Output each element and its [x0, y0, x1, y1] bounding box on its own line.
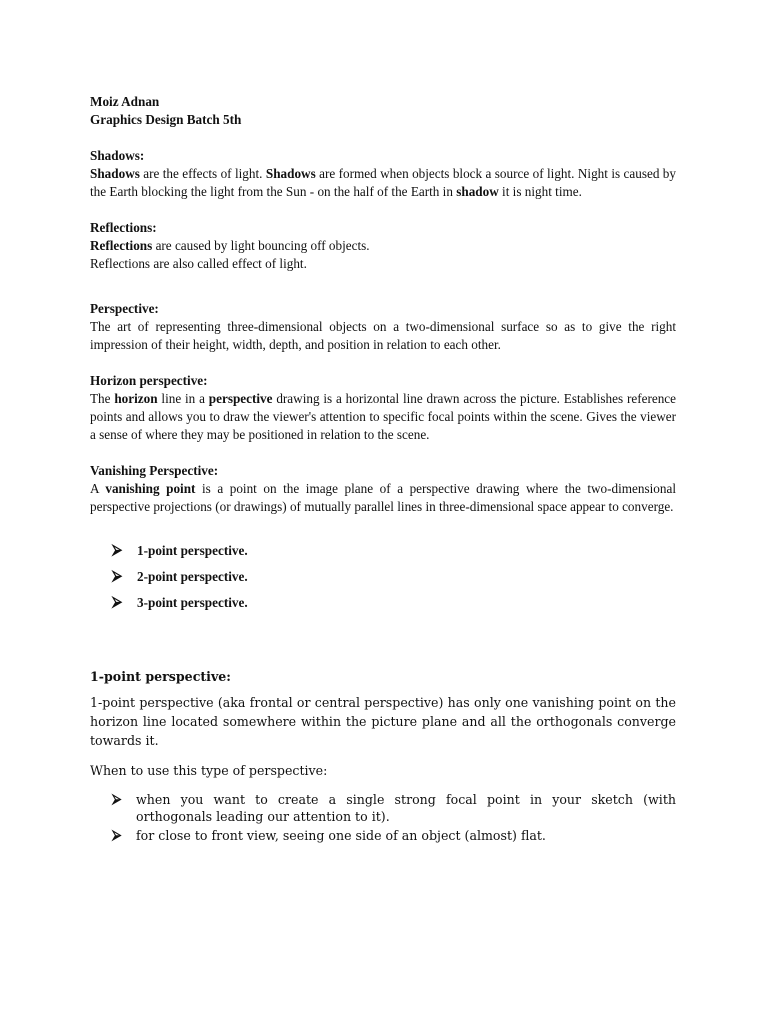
shadows-heading: Shadows:	[90, 148, 145, 163]
list-item: ⮚ for close to front view, seeing one side of an object (almost) flat.	[112, 828, 546, 843]
list-item: ⮚ when you want to create a single strong focal point in your sketch (with orthogonals leading our attention to it).	[112, 792, 676, 824]
horizon-paragraph: The horizon line in a perspective drawing is a horizontal line drawn across the picture. Establishes reference points and allows you to draw the viewer's attention to specific focal points within the scene. Gives the viewer a sense of where they may be positioned in relation to the scene.	[90, 391, 676, 442]
arrow-bullet-icon: ⮚	[112, 792, 122, 807]
arrow-bullet-icon: ⮚	[112, 595, 122, 610]
arrow-bullet-icon: ⮚	[112, 828, 122, 843]
document-body	[90, 93, 676, 846]
one-point-section	[90, 666, 676, 844]
shadows-paragraph: Shadows are the effects of light. Shadows are formed when objects block a source of light. Night is caused by the Earth blocking the light from the Sun - on the half of the Earth in shadow it is night time.	[90, 166, 676, 199]
list-item: ⮚ 2-point perspective.	[112, 564, 676, 590]
course-title: Graphics Design Batch 5th	[90, 112, 242, 127]
when-to-use-label: When to use this type of perspective:	[90, 763, 328, 778]
reflections-line-1: Reflections are caused by light bouncing off objects.	[90, 238, 370, 253]
perspective-heading: Perspective:	[90, 301, 159, 316]
vanishing-heading: Vanishing Perspective:	[90, 463, 219, 478]
vanishing-paragraph: A vanishing point is a point on the image plane of a perspective drawing where the two-dimensional perspective projections (or drawings) of mutually parallel lines in three-dimensional space appear to converge.	[90, 481, 676, 514]
horizon-heading: Horizon perspective:	[90, 373, 208, 388]
arrow-bullet-icon: ⮚	[112, 569, 122, 584]
perspective-types-list	[90, 538, 676, 616]
list-item: ⮚ 1-point perspective.	[112, 538, 676, 564]
one-point-heading: 1-point perspective:	[90, 669, 231, 684]
list-item: ⮚ 3-point perspective.	[112, 590, 676, 616]
perspective-paragraph: The art of representing three-dimensional objects on a two-dimensional surface so as to give the right impression of their height, width, depth, and position in relation to each other.	[90, 319, 676, 352]
arrow-bullet-icon: ⮚	[112, 543, 122, 558]
one-point-paragraph: 1-point perspective (aka frontal or central perspective) has only one vanishing point on the horizon line located somewhere within the picture plane and all the orthogonals converge towards it.	[90, 695, 676, 748]
reflections-line-2: Reflections are also called effect of light.	[90, 256, 307, 271]
author-name: Moiz Adnan	[90, 94, 160, 109]
uses-list	[90, 791, 676, 844]
reflections-heading: Reflections:	[90, 220, 157, 235]
